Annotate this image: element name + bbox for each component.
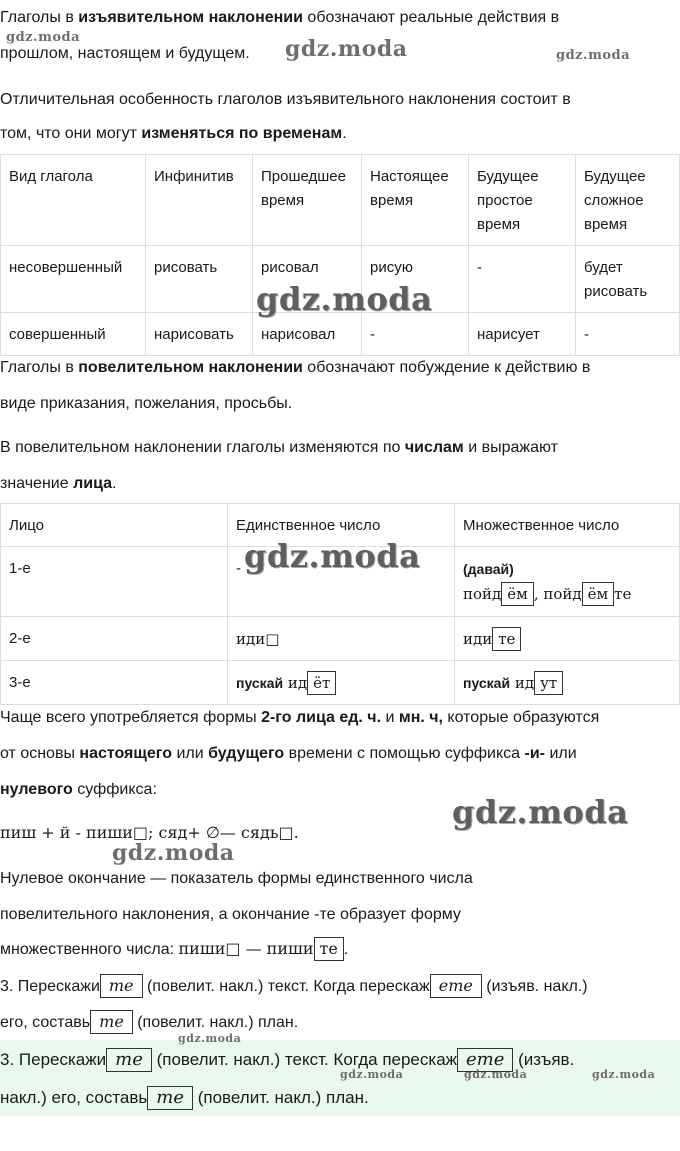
watermark: gdz.moda bbox=[6, 30, 81, 45]
text: или bbox=[545, 745, 577, 762]
suffix-te: те bbox=[614, 585, 632, 603]
table-header-row bbox=[1, 155, 680, 246]
watermark: gdz.moda bbox=[340, 1068, 404, 1081]
text: 3. Перескажи bbox=[0, 1050, 107, 1069]
text: и выражают bbox=[463, 439, 558, 456]
table-header-cell: Будущее простое время bbox=[469, 155, 576, 246]
intro-line-2: прошлом, настоящем и будущем. bbox=[0, 45, 250, 62]
bold-term: -и- bbox=[524, 745, 545, 762]
imperative-line-4 bbox=[0, 466, 116, 502]
text: множественного числа: bbox=[0, 941, 179, 958]
puskai-label: пускай bbox=[463, 675, 511, 691]
intro-line-1 bbox=[0, 0, 559, 36]
text: от основы bbox=[0, 745, 80, 762]
table-header-cell: Лицо bbox=[1, 504, 228, 547]
usage-line-3 bbox=[0, 772, 157, 808]
table-cell: несовершенный bbox=[1, 246, 146, 313]
table-cell: - bbox=[576, 313, 680, 356]
table-cell: нарисовать bbox=[146, 313, 253, 356]
text: пойд bbox=[463, 585, 502, 603]
text: (повелит. накл.) план. bbox=[132, 1014, 299, 1031]
table-cell bbox=[455, 661, 680, 705]
watermark: gdz.moda bbox=[452, 793, 629, 831]
table-cell: совершенный bbox=[1, 313, 146, 356]
text: суффикса: bbox=[72, 781, 157, 798]
table-row bbox=[1, 617, 680, 661]
answer-line-2 bbox=[0, 1080, 369, 1116]
table-header-cell: Настоящее время bbox=[362, 155, 469, 246]
term-imperative: повелительном наклонении bbox=[78, 359, 303, 376]
usage-line-1 bbox=[0, 700, 599, 736]
ending-box: те bbox=[147, 1086, 193, 1110]
ending-box: ём bbox=[582, 582, 615, 606]
term-indicative: изъявительном наклонении bbox=[78, 9, 303, 26]
table-cell bbox=[228, 661, 455, 705]
bold-term: нулевого bbox=[0, 781, 73, 798]
text: . bbox=[342, 125, 347, 142]
text: и bbox=[381, 709, 399, 726]
ending-box: ут bbox=[534, 671, 563, 695]
text: (повелит. накл.) текст. Когда перескаж bbox=[142, 978, 430, 995]
text: которые образуются bbox=[442, 709, 600, 726]
table-cell: нарисовал bbox=[253, 313, 362, 356]
exercise-line-1 bbox=[0, 969, 588, 1005]
text: ид bbox=[510, 674, 535, 692]
text: значение bbox=[0, 475, 74, 492]
text: обозначают побуждение к действию в bbox=[302, 359, 591, 376]
ending-box: те bbox=[100, 974, 143, 998]
text: времени с помощью суффикса bbox=[284, 745, 525, 762]
table-row bbox=[1, 661, 680, 705]
watermark: gdz.moda bbox=[285, 36, 408, 62]
text: . bbox=[343, 941, 349, 958]
exercise-line-2 bbox=[0, 1005, 298, 1041]
person-table bbox=[0, 503, 680, 705]
ending-box: ете bbox=[430, 974, 482, 998]
table-cell: будет рисовать bbox=[576, 246, 680, 313]
watermark: gdz.moda bbox=[464, 1068, 528, 1081]
table-header-cell: Множественное число bbox=[455, 504, 680, 547]
watermark: gdz.moda bbox=[592, 1068, 656, 1081]
table-cell bbox=[455, 547, 680, 617]
text: (повелит. накл.) план. bbox=[193, 1088, 369, 1107]
table-header-cell: Инфинитив bbox=[146, 155, 253, 246]
bold-term: настоящего bbox=[79, 745, 173, 762]
ending-line-1: Нулевое окончание — показатель формы единственного числа bbox=[0, 870, 473, 887]
bold-term: будущего bbox=[208, 745, 285, 762]
table-cell: - bbox=[469, 246, 576, 313]
table-cell: 3-е bbox=[1, 661, 228, 705]
puskai-label: пускай bbox=[236, 675, 284, 691]
intro-line-4 bbox=[0, 116, 347, 152]
text: . bbox=[112, 475, 117, 492]
table-header-cell: Вид глагола bbox=[1, 155, 146, 246]
text: Глаголы в bbox=[0, 9, 79, 26]
text: Чаще всего употребляется формы bbox=[0, 709, 262, 726]
table-header-cell: Будущее сложное время bbox=[576, 155, 680, 246]
text: (повелит. накл.) текст. Когда перескаж bbox=[151, 1050, 458, 1069]
ending-box: те bbox=[492, 627, 521, 651]
text: его, составь bbox=[0, 1014, 91, 1031]
ending-line-3 bbox=[0, 931, 348, 968]
table-cell: 2-е bbox=[1, 617, 228, 661]
text: накл.) его, составь bbox=[0, 1088, 148, 1107]
table-cell: рисовал bbox=[253, 246, 362, 313]
text: иди bbox=[463, 630, 493, 648]
ending-box: ёт bbox=[307, 671, 336, 695]
table-cell bbox=[455, 617, 680, 661]
table-cell: иди□ bbox=[228, 617, 455, 661]
table-cell: рисую bbox=[362, 246, 469, 313]
bold-term: 2-го лица ед. ч. bbox=[261, 709, 382, 726]
term-numbers: числам bbox=[404, 439, 464, 456]
table-header-cell: Прошедшее время bbox=[253, 155, 362, 246]
ending-line-2: повелительного наклонения, а окончание -те образует форму bbox=[0, 906, 461, 923]
usage-line-2 bbox=[0, 736, 577, 772]
text: (изъяв. накл.) bbox=[481, 978, 588, 995]
ending-box: ете bbox=[457, 1048, 513, 1072]
watermark: gdz.moda bbox=[244, 537, 421, 575]
table-cell: - bbox=[362, 313, 469, 356]
text: том, что они могут bbox=[0, 125, 142, 142]
text: В повелительном наклонении глаголы изменяются по bbox=[0, 439, 405, 456]
ending-box: ём bbox=[501, 582, 534, 606]
table-cell: - bbox=[228, 547, 455, 617]
watermark: gdz.moda bbox=[256, 280, 433, 318]
text: ид bbox=[283, 674, 308, 692]
term-person: лица bbox=[73, 475, 113, 492]
table-cell: рисовать bbox=[146, 246, 253, 313]
watermark: gdz.moda bbox=[178, 1032, 242, 1045]
ending-box: те bbox=[314, 937, 344, 961]
text: Глаголы в bbox=[0, 359, 79, 376]
table-cell: 1-е bbox=[1, 547, 228, 617]
table-cell: нарисует bbox=[469, 313, 576, 356]
ending-box: те bbox=[90, 1010, 133, 1034]
imperative-line-1 bbox=[0, 350, 590, 386]
text: (изъяв. bbox=[513, 1050, 575, 1069]
text: или bbox=[172, 745, 209, 762]
formula: пиш + й - пиши□; сяд+ ∅— сядь□. bbox=[0, 823, 299, 842]
table-header-cell: Единственное число bbox=[228, 504, 455, 547]
text: пиши□ — пиши bbox=[178, 939, 314, 958]
bold-term: мн. ч, bbox=[398, 709, 443, 726]
text: 3. Перескажи bbox=[0, 978, 100, 995]
imperative-line-3 bbox=[0, 430, 558, 466]
text: обозначают реальные действия в bbox=[302, 9, 560, 26]
watermark: gdz.moda bbox=[556, 48, 631, 63]
term-tenses: изменяться по временам bbox=[141, 125, 343, 142]
davai-label: (давай) bbox=[463, 561, 514, 577]
imperative-line-2: виде приказания, пожелания, просьбы. bbox=[0, 395, 293, 412]
tense-table bbox=[0, 154, 680, 356]
ending-box: те bbox=[106, 1048, 152, 1072]
text: , пойд bbox=[533, 585, 582, 603]
intro-line-3: Отличительная особенность глаголов изъявительного наклонения состоит в bbox=[0, 91, 571, 108]
watermark: gdz.moda bbox=[112, 840, 235, 866]
